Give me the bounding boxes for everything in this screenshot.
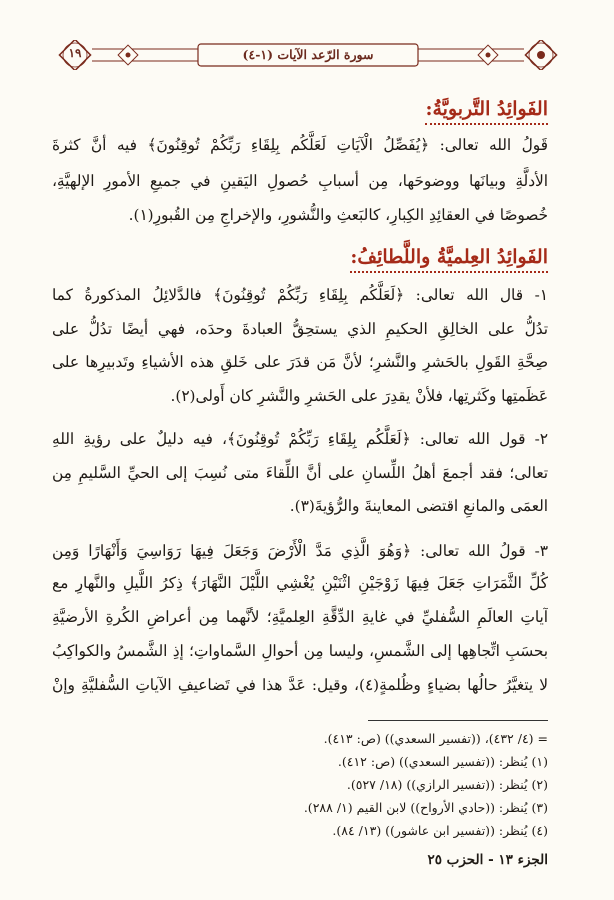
- text-line: آياتِ العالَمِ السُّفليِّ في غايةِ الدِّقَّةِ العِلميَّةِ؛ لأنَّهما مِن أعراضِ الكُرةِ الأرضيَّةِ: [52, 608, 548, 626]
- text-line: العمَى والمانعِ اقتضى المعاينةَ والرُّؤيةَ(٣).: [289, 497, 548, 515]
- text-line: ٣- قولُ الله تعالى: ﴿وَهُوَ الَّذِي مَدَّ الْأَرْضَ وَجَعَلَ فِيهَا رَوَاسِيَ وَأَنْهَارًا وَمِن: [52, 542, 548, 560]
- text-line: ٢- قول الله تعالى: ﴿لَعَلَّكُم بِلِقَاءِ رَبِّكُمْ تُوقِنُونَ﴾، فيه دليلٌ على رؤيةِ اللهِ: [52, 430, 548, 448]
- page-number: ١٩: [68, 46, 82, 60]
- text-line: قَولُ الله تعالى: ﴿يُفَصِّلُ الْآيَاتِ لَعَلَّكُم بِلِقَاءِ رَبِّكُمْ تُوقِنُونَ﴾ فيه أنَّ كثرةَ: [52, 136, 548, 154]
- text-line: ١- قال الله تعالى: ﴿لَعَلَّكُم بِلِقَاءِ رَبِّكُمْ تُوقِنُونَ﴾ فالدَّلائِلُ المذكورةُ كما: [52, 286, 548, 304]
- text-line: لا يتغيَّرُ حالُها بضياءٍ وظُلمةٍ(٤)، وقيل: عَدَّ هذا في تَضاعيفِ الآياتِ السُّفليَّةِ وإنْ: [52, 676, 548, 694]
- section-heading-scientific: الفَوائِدُ العِلميَّةُ واللَّطائِفُ:: [350, 244, 548, 273]
- text-line: تعالى؛ فقد أجمعَ أهلُ اللِّسانِ على أنَّ اللِّقاءَ متى نُسِبَ إلى الحيِّ السَّليمِ مِن: [52, 464, 548, 482]
- text-line: خُصوصًا في العقائِدِ الكِبارِ، كالبَعثِ والنُّشورِ، والإخراجِ مِن القُبورِ(١).: [128, 206, 548, 224]
- footnote: (٣) يُنظر: ((حادي الأرواح)) لابن القيم (١/ ٢٨٨).: [303, 800, 548, 815]
- running-title: سورة الرّعد الآيات (١-٤): [242, 47, 374, 62]
- text-line: بحسَبِ اتِّجاهِها إلى الشَّمسِ، وليسا مِن أحوالِ السَّماواتِ؛ إذِ الشَّمسُ والكواكِبُ: [52, 642, 548, 660]
- footnote: (١) يُنظر: ((تفسير السعدي)) (ص: ٤١٢).: [337, 754, 548, 769]
- text-line: عَظَمتِها وكَثرتِها، فلأنْ يقدِرَ على الحَشرِ والنَّشرِ كان أَولى(٢).: [170, 387, 548, 405]
- section-heading-educational: الفَوائِدُ التَّربويَّةُ:: [425, 96, 548, 125]
- text-line: صِحَّةِ القَولِ بالحَشرِ والنَّشرِ؛ لأنَّ مَن قدَرَ على خَلقِ هذه الأشياءِ وتَدبيرِها على: [52, 353, 548, 371]
- page-header: [58, 40, 558, 70]
- footnote: (٤) يُنظر: ((تفسير ابن عاشور)) (١٣/ ٨٤).: [332, 823, 548, 838]
- text-line: تدُلُّ على الخالِقِ الحكيمِ الذي يستحِقُّ العبادةَ وحدَه، فهي أيضًا تدُلُّ على: [52, 320, 548, 338]
- page-footer: الجزء ١٣ - الحزب ٢٥: [427, 852, 548, 868]
- footnote: = (٤/ ٤٣٢)، ((تفسير السعدي)) (ص: ٤١٣).: [323, 731, 548, 746]
- text-line: الأدلَّةِ وبيانَها ووضوحَها، مِن أسبابِ حُصولِ اليَقينِ في جميعِ الأمورِ الإلهيَّةِ،: [52, 172, 548, 190]
- footnote-separator: [368, 720, 548, 721]
- text-line: كُلِّ الثَّمَرَاتِ جَعَلَ فِيهَا زَوْجَيْنِ اثْنَيْنِ يُغْشِي اللَّيْلَ النَّهَارَ﴾ ذِكرُ اللَّيلِ والنَّهارِ مع: [52, 574, 548, 592]
- footnote: (٢) يُنظر: ((تفسير الرازي)) (١٨/ ٥٢٧).: [346, 777, 548, 792]
